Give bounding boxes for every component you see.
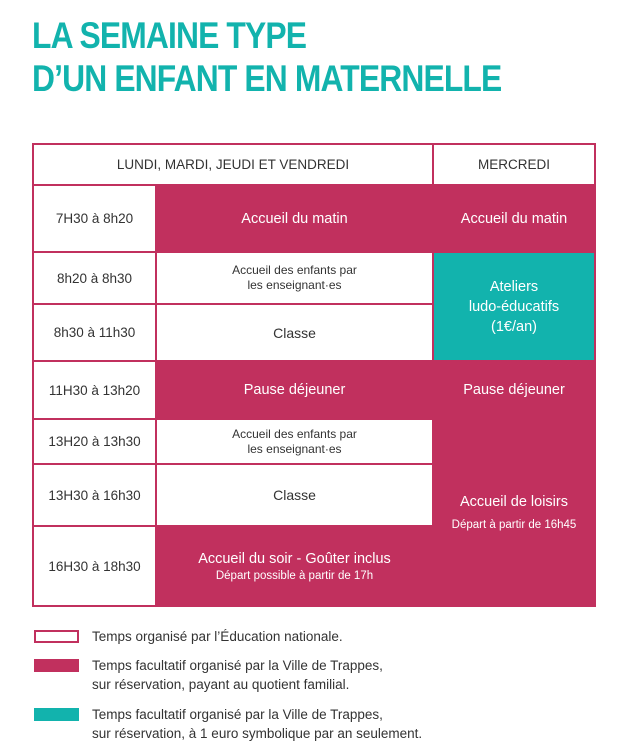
legend-text: Temps facultatif organisé par la Ville de Trappes, — [92, 658, 383, 673]
time-cell — [34, 527, 155, 605]
legend-item — [92, 656, 383, 694]
activity-accueil-matin — [157, 186, 432, 251]
schedule-table — [32, 143, 596, 607]
legend-item — [92, 627, 343, 646]
legend-swatch-white — [34, 630, 79, 643]
activity-label: Classe — [273, 487, 316, 503]
header-wednesday — [434, 145, 594, 184]
header-wednesday-label: MERCREDI — [477, 157, 550, 172]
title-line-1: LA SEMAINE TYPE — [32, 15, 307, 56]
time-label: 7H30 à 8h20 — [55, 211, 134, 226]
activity-accueil-soir — [157, 527, 432, 605]
time-cell — [34, 465, 155, 525]
activity-label: Pause déjeuner — [243, 382, 346, 398]
wednesday-pause-dejeuner — [434, 362, 594, 418]
activity-classe — [157, 305, 432, 360]
legend-text: sur réservation, payant au quotient familial. — [92, 677, 350, 692]
activity-accueil-enseignants — [157, 253, 432, 303]
activity-label: les enseignant·es — [247, 441, 342, 456]
header-week-label: LUNDI, MARDI, JEUDI ET VENDREDI — [116, 157, 350, 172]
legend-swatch-teal — [34, 708, 79, 721]
time-cell — [34, 305, 155, 360]
time-label: 13H20 à 13h30 — [48, 434, 141, 449]
activity-label: Ateliers — [489, 278, 539, 295]
legend-text: Temps organisé par l’Éducation nationale. — [92, 629, 343, 644]
activity-label: Accueil de loisirs — [460, 494, 568, 510]
time-label: 8h30 à 11h30 — [53, 325, 136, 340]
activity-classe — [157, 465, 432, 525]
time-cell — [34, 253, 155, 303]
legend-text: sur réservation, à 1 euro symbolique par an seulement. — [92, 726, 423, 741]
activity-accueil-enseignants — [157, 420, 432, 463]
time-cell — [34, 186, 155, 251]
time-label: 13H30 à 16h30 — [48, 487, 141, 503]
wednesday-accueil-matin — [434, 186, 594, 251]
wednesday-ateliers — [434, 253, 594, 360]
activity-pause-dejeuner — [157, 362, 432, 418]
activity-label: Accueil du matin — [241, 210, 348, 227]
activity-sublabel: Départ à partir de 16h45 — [451, 519, 577, 531]
activity-sublabel: Départ possible à partir de 17h — [215, 569, 374, 582]
time-label: 8h20 à 8h30 — [56, 270, 133, 286]
activity-label: Accueil des enfants par — [232, 263, 357, 277]
time-cell — [34, 362, 155, 418]
page-title — [32, 14, 501, 100]
time-cell — [34, 420, 155, 463]
time-label: 16H30 à 18h30 — [48, 558, 141, 574]
activity-label: Accueil du matin — [460, 210, 568, 227]
legend-item — [92, 705, 422, 743]
title-line-2: D’UN ENFANT EN MATERNELLE — [32, 58, 502, 99]
time-label: 11H30 à 13h20 — [48, 382, 141, 398]
activity-label: Accueil des enfants par — [232, 426, 357, 441]
legend-text: Temps facultatif organisé par la Ville de Trappes, — [92, 707, 383, 722]
header-week — [34, 145, 432, 184]
wednesday-accueil-loisirs — [434, 420, 594, 605]
activity-label: Pause déjeuner — [463, 382, 565, 398]
activity-label: les enseignant·es — [247, 278, 342, 292]
activity-label: ludo-éducatifs — [468, 298, 560, 315]
legend-swatch-magenta — [34, 659, 79, 672]
activity-label: Accueil du soir - Goûter inclus — [198, 550, 391, 567]
activity-label: (1€/an) — [491, 318, 537, 335]
activity-label: Classe — [273, 324, 316, 341]
